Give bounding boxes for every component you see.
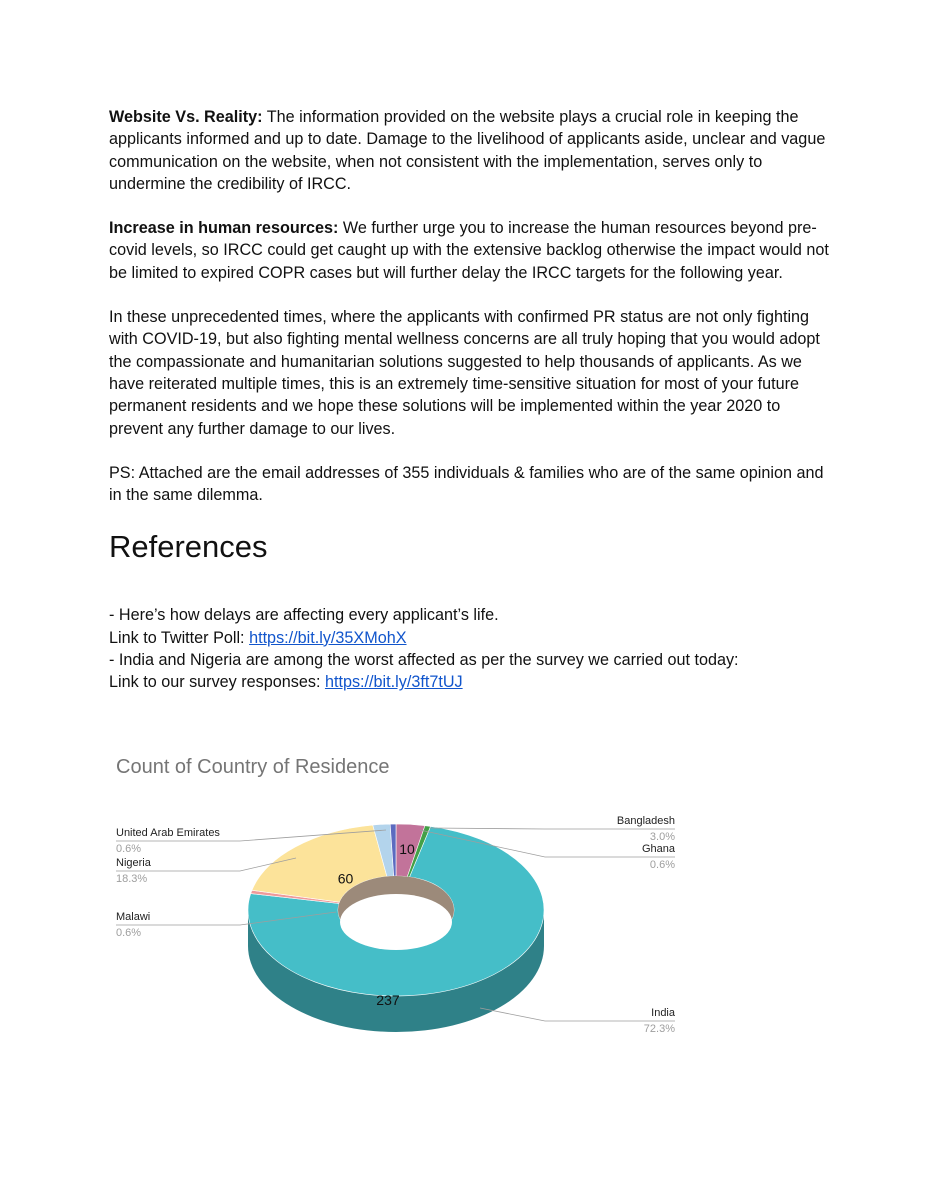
callout-percent-malawi: 0.6% (116, 927, 142, 939)
paragraph-lead: Increase in human resources: (109, 219, 339, 238)
paragraph-ps (109, 462, 829, 507)
pie-chart-svg (110, 752, 710, 1072)
reference-line-4 (109, 671, 829, 693)
callout-label-nigeria: Nigeria (116, 857, 151, 869)
reference-line-2 (109, 627, 829, 649)
callout-percent-nigeria: 18.3% (116, 873, 148, 885)
country-pie-chart (110, 752, 710, 1072)
document-body (109, 106, 829, 694)
paragraph-text: In these unprecedented times, where the applicants with confirmed PR status are not only fighting with COVID-19, but also fighting mental wellness concerns are all truly hoping that you would adopt the compassionate and humanitarian solutions suggested to help thousands of applicants. As we have reiterated multiple times, this is an extremely time-sensitive situation for most of your future permanent residents and we hope these solutions will be implemented within the year 2020 to prevent any further damage to our lives. (109, 308, 820, 438)
reference-label: Link to our survey responses: (109, 673, 325, 692)
callout-percent-ghana: 0.6% (649, 859, 675, 871)
callout-percent-united-arab-emirates: 0.6% (116, 843, 142, 855)
callout-percent-india: 72.3% (643, 1023, 675, 1035)
twitter-poll-link[interactable]: https://bit.ly/35XMohX (249, 628, 407, 647)
callout-label-ghana: Ghana (641, 843, 675, 855)
reference-label: Link to Twitter Poll: (109, 628, 250, 647)
pie-hole (338, 876, 454, 950)
paragraph-human-resources (109, 217, 829, 284)
survey-responses-link[interactable]: https://bit.ly/3ft7tUJ (324, 673, 463, 692)
references-list (109, 604, 829, 693)
pie-hole-opening (340, 894, 452, 950)
callout-label-malawi: Malawi (116, 911, 151, 923)
reference-line-1: - Here’s how delays are affecting every applicant’s life. (109, 606, 499, 625)
pie-value-label: 60 (337, 870, 354, 887)
pie-value-label: 10 (399, 841, 415, 857)
references-heading: References (109, 529, 268, 565)
paragraph-website-vs-reality (109, 106, 829, 195)
paragraph-text: PS: Attached are the email addresses of 355 individuals & families who are of the same opinion and in the same dilemma. (109, 463, 824, 505)
callout-percent-bangladesh: 3.0% (649, 831, 675, 843)
reference-line-3: - India and Nigeria are among the worst affected as per the survey we carried out today: (109, 651, 739, 670)
callout-label-united-arab-emirates: United Arab Emirates (116, 827, 220, 839)
paragraph-text: The information provided on the website plays a crucial role in keeping the applicants informed and up to date. Damage to the livelihood of applicants aside, unclear and vague communication on the website, when not consistent with the implementation, serves only to undermine the credibility of IRCC. (109, 108, 826, 193)
callout-label-bangladesh: Bangladesh (616, 815, 675, 827)
callout-line-bangladesh (430, 828, 675, 829)
paragraph-unprecedented-times (109, 306, 829, 440)
pie-value-label: 237 (376, 991, 400, 1008)
chart-title: Count of Country of Residence (116, 756, 390, 778)
paragraph-text: We further urge you to increase the human resources beyond pre-covid levels, so IRCC could get caught up with the extensive backlog otherwise the impact would not be limited to expired COPR cases but will further delay the IRCC targets for the following year. (109, 219, 829, 282)
callout-label-india: India (651, 1007, 675, 1019)
paragraph-lead: Website Vs. Reality: (109, 108, 263, 126)
callout-line-india (480, 1008, 675, 1021)
